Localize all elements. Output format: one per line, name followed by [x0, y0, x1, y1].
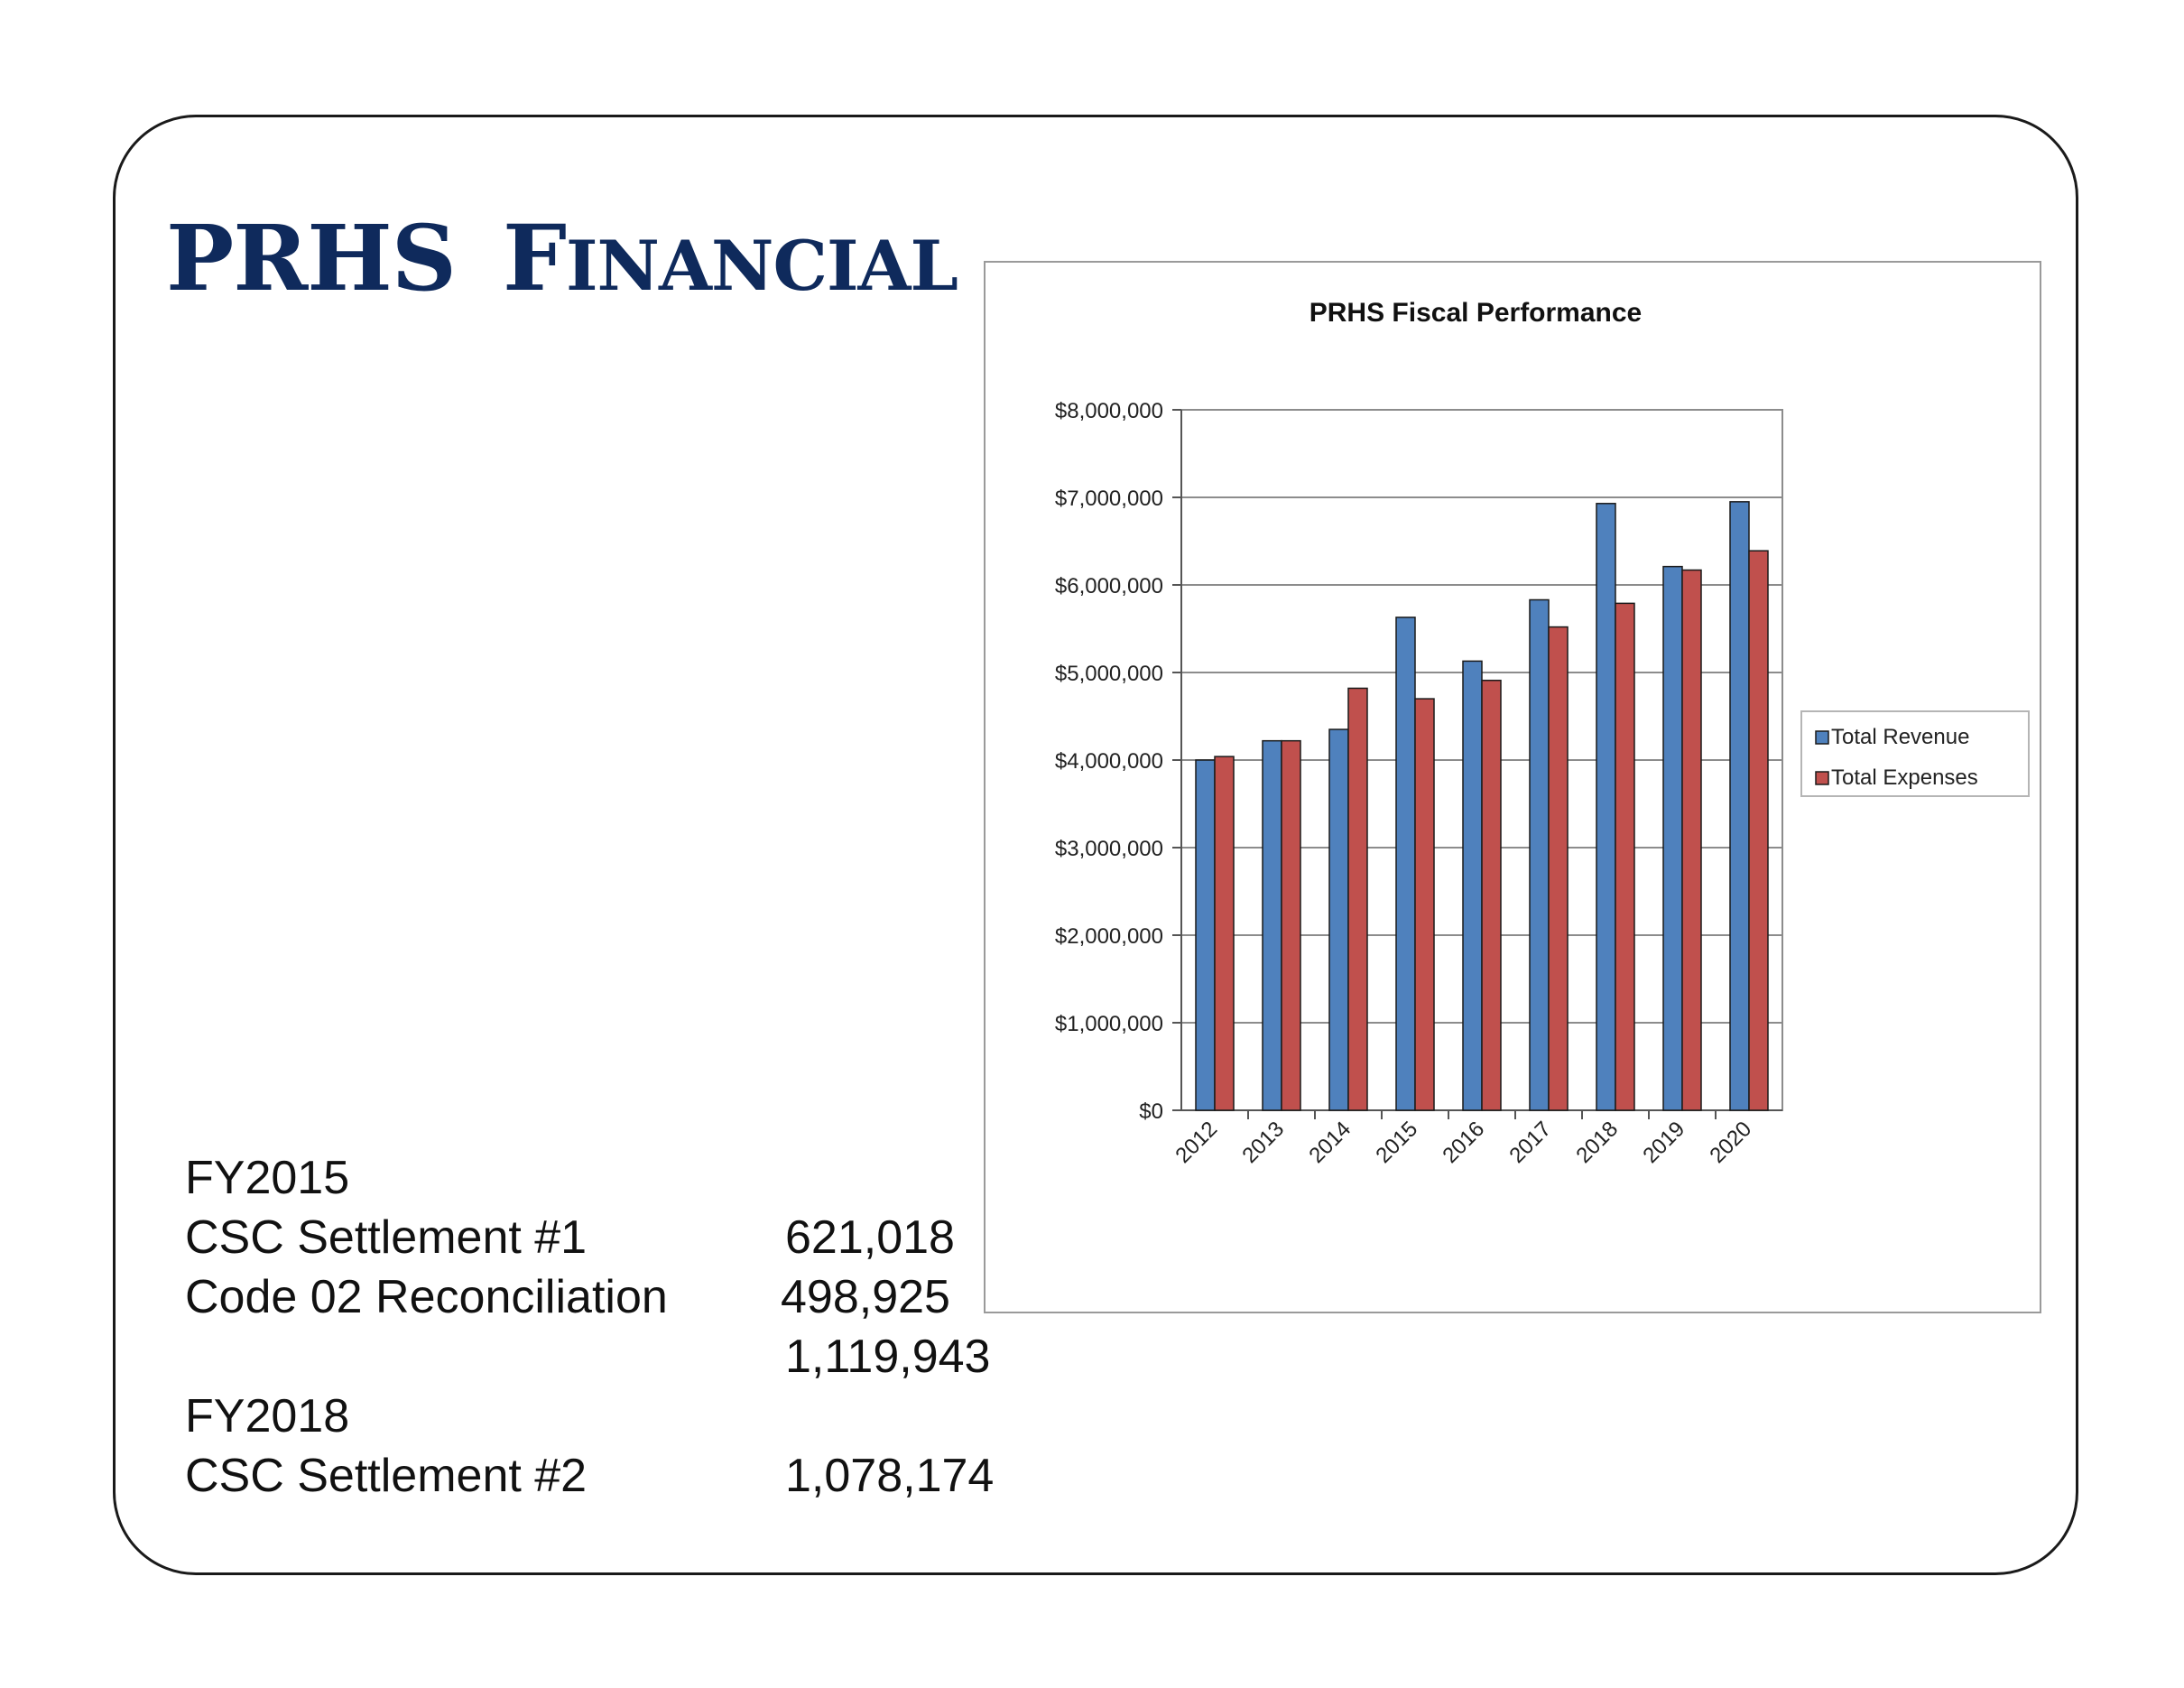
x-tick-label-2019: 2019	[1638, 1117, 1690, 1168]
bar-expenses-2020	[1749, 551, 1768, 1110]
fy2015-heading: FY2015	[185, 1152, 350, 1204]
y-tick-label: $0	[1139, 1099, 1163, 1124]
y-tick-label: $7,000,000	[1054, 487, 1163, 511]
x-tick-label-2014: 2014	[1304, 1117, 1356, 1168]
y-tick-label: $8,000,000	[1054, 399, 1163, 423]
fy2018-heading: FY2018	[185, 1390, 350, 1442]
bar-revenue-2018	[1596, 504, 1615, 1110]
page-title	[166, 205, 958, 311]
bar-expenses-2018	[1615, 603, 1634, 1110]
bar-revenue-2017	[1530, 599, 1549, 1110]
settlement1-label: CSC Settlement #1	[185, 1211, 588, 1264]
x-tick-label-2013: 2013	[1237, 1117, 1290, 1168]
settlement2-label: CSC Settlement #2	[185, 1450, 588, 1502]
y-tick-label: $6,000,000	[1054, 574, 1163, 598]
bar-expenses-2012	[1215, 756, 1234, 1110]
settlement1-value: 621,018	[785, 1211, 955, 1264]
legend-label-revenue: Total Revenue	[1831, 725, 1970, 749]
settlement2-value: 1,078,174	[785, 1450, 995, 1502]
title-word-financial-rest: INANCIAL	[566, 226, 958, 306]
title-initial-f: F	[503, 205, 566, 311]
title-word-prhs: PRHS	[166, 205, 456, 311]
bar-revenue-2015	[1396, 617, 1415, 1110]
legend-swatch-revenue	[1816, 731, 1828, 744]
bar-revenue-2019	[1663, 567, 1682, 1110]
bar-revenue-2012	[1196, 760, 1215, 1110]
fiscal-performance-chart	[986, 263, 2043, 1315]
x-tick-label-2020: 2020	[1705, 1117, 1757, 1168]
x-tick-label-2016: 2016	[1438, 1117, 1490, 1168]
bar-revenue-2014	[1329, 729, 1348, 1110]
y-tick-label: $2,000,000	[1054, 924, 1163, 949]
chart-container	[984, 261, 2041, 1313]
code02-label: Code 02 Reconciliation	[185, 1271, 668, 1323]
bar-expenses-2016	[1482, 681, 1501, 1110]
y-tick-label: $5,000,000	[1054, 662, 1163, 686]
x-tick-label-2017: 2017	[1504, 1117, 1557, 1168]
x-tick-label-2012: 2012	[1171, 1117, 1223, 1168]
chart-title: PRHS Fiscal Performance	[1309, 298, 1643, 328]
legend-swatch-expenses	[1816, 772, 1828, 784]
y-tick-label: $3,000,000	[1054, 837, 1163, 861]
fy2015-total: 1,119,943	[785, 1331, 991, 1383]
legend-label-expenses: Total Expenses	[1831, 765, 1978, 790]
code02-value: 498,925	[781, 1271, 950, 1323]
bar-expenses-2013	[1282, 741, 1300, 1110]
y-tick-label: $4,000,000	[1054, 749, 1163, 774]
y-tick-label: $1,000,000	[1054, 1012, 1163, 1036]
bar-expenses-2015	[1415, 699, 1434, 1110]
bar-expenses-2019	[1682, 570, 1701, 1110]
bar-revenue-2020	[1730, 502, 1749, 1110]
bar-revenue-2013	[1263, 741, 1282, 1110]
x-tick-label-2018: 2018	[1571, 1117, 1624, 1168]
bar-expenses-2014	[1348, 688, 1367, 1110]
bar-expenses-2017	[1549, 627, 1568, 1110]
bar-revenue-2016	[1463, 661, 1482, 1110]
x-tick-label-2015: 2015	[1371, 1117, 1423, 1168]
